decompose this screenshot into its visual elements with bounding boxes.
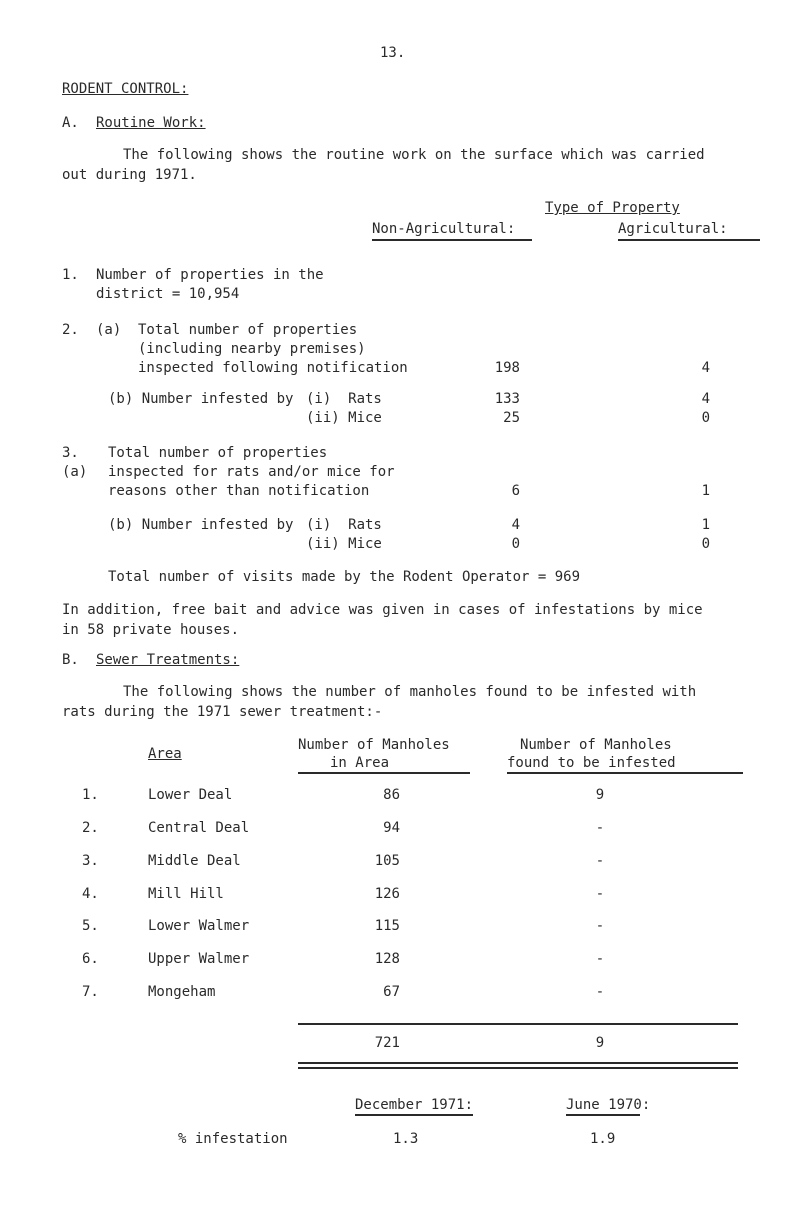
total-rule-top (298, 1023, 738, 1025)
item-3-mice-ag: 0 (701, 536, 710, 552)
table-row-num: 7. (82, 984, 99, 1000)
table-row-area: Mill Hill (148, 886, 224, 902)
table-row-num: 6. (82, 951, 99, 967)
item-2-ag: 4 (701, 360, 710, 376)
item-2-non-ag: 198 (494, 360, 520, 376)
item-2-mice-label: (ii) Mice (306, 410, 382, 426)
item-3-sub-b: (b) Number infested by (108, 517, 294, 533)
item-3-mice-non-ag: 0 (511, 536, 520, 552)
total-rule-bottom-2 (298, 1067, 738, 1069)
item-3-line-3: reasons other than notification (108, 483, 370, 499)
item-1-num: 1. (62, 267, 79, 283)
col-manholes-line-1: Number of Manholes (298, 737, 450, 753)
pct-december: 1.3 (393, 1131, 419, 1147)
section-b-intro-1: The following shows the number of manholes found to be infested with (123, 684, 697, 700)
col-agricultural: Agricultural: (618, 221, 728, 237)
section-a-title: Routine Work: (96, 115, 206, 131)
col-infested-line-2: found to be infested (507, 755, 676, 771)
table-row-infested: 9 (595, 787, 605, 803)
item-2-rats-ag: 4 (701, 391, 710, 407)
table-row-manholes: 128 (374, 951, 400, 967)
item-1-line-1: Number of properties in the (96, 267, 324, 283)
section-b-title: Sewer Treatments: (96, 652, 240, 668)
december-underline (355, 1114, 473, 1116)
item-3-ag: 1 (701, 483, 710, 499)
table-row-manholes: 94 (383, 820, 400, 836)
item-2-num: 2. (62, 322, 79, 338)
manholes-header-underline (298, 772, 470, 774)
table-row-area: Lower Walmer (148, 918, 250, 934)
item-3-mice-label: (ii) Mice (306, 536, 382, 552)
page-number: 13. (380, 45, 406, 61)
total-infested: 9 (595, 1035, 605, 1051)
table-row-manholes: 105 (374, 853, 400, 869)
section-b-marker: B. (62, 652, 79, 668)
table-row-infested: - (595, 820, 605, 836)
table-row-area: Middle Deal (148, 853, 241, 869)
total-rule-bottom-1 (298, 1062, 738, 1064)
table-row-infested: - (595, 853, 605, 869)
item-2-line-1: Total number of properties (138, 322, 358, 338)
col-non-agricultural: Non-Agricultural: (372, 221, 516, 237)
table-row-infested: - (595, 984, 605, 1000)
section-a-intro-1: The following shows the routine work on the surface which was carried (123, 147, 705, 163)
table-row-num: 1. (82, 787, 99, 803)
type-of-property-header: Type of Property (545, 200, 680, 216)
item-3-line-1: Total number of properties (108, 445, 328, 461)
item-2-line-2: (including nearby premises) (138, 341, 366, 357)
item-3-line-2: inspected for rats and/or mice for (108, 464, 395, 480)
addition-line-2: in 58 private houses. (62, 622, 240, 638)
col-infested-line-1: Number of Manholes (520, 737, 672, 753)
section-a-marker: A. (62, 115, 79, 131)
pct-label: % infestation (178, 1131, 288, 1147)
table-row-manholes: 115 (374, 918, 400, 934)
col-june: June 1970: (566, 1097, 651, 1113)
total-manholes: 721 (374, 1035, 400, 1051)
table-row-infested: - (595, 951, 605, 967)
item-2-rats-label: (i) Rats (306, 391, 382, 407)
item-3-sub-a: (a) (62, 464, 88, 480)
table-row-num: 4. (82, 886, 99, 902)
item-3-rats-non-ag: 4 (511, 517, 520, 533)
pct-june: 1.9 (590, 1131, 616, 1147)
infested-header-underline (507, 772, 743, 774)
item-2-mice-ag: 0 (701, 410, 710, 426)
item-3-rats-ag: 1 (701, 517, 710, 533)
table-row-manholes: 126 (374, 886, 400, 902)
ag-underline (618, 239, 760, 241)
item-2-line-3: inspected following notification (138, 360, 408, 376)
table-row-num: 2. (82, 820, 99, 836)
item-3-non-ag: 6 (511, 483, 520, 499)
page-heading: RODENT CONTROL: (62, 81, 189, 97)
item-2-mice-non-ag: 25 (503, 410, 520, 426)
table-row-area: Mongeham (148, 984, 216, 1000)
section-a-intro-2: out during 1971. (62, 167, 197, 183)
addition-line-1: In addition, free bait and advice was given in cases of infestations by mice (62, 602, 703, 618)
col-manholes-line-2: in Area (330, 755, 390, 771)
item-2-sub-b: (b) Number infested by (108, 391, 294, 407)
item-2-rats-non-ag: 133 (494, 391, 520, 407)
item-3-rats-label: (i) Rats (306, 517, 382, 533)
section-b-intro-2: rats during the 1971 sewer treatment:- (62, 704, 383, 720)
col-december: December 1971: (355, 1097, 474, 1113)
item-3-num: 3. (62, 445, 79, 461)
col-area: Area (148, 746, 182, 762)
table-row-infested: - (595, 886, 605, 902)
item-1-line-2: district = 10,954 (96, 286, 240, 302)
table-row-manholes: 86 (383, 787, 400, 803)
table-row-area: Lower Deal (148, 787, 233, 803)
table-row-num: 5. (82, 918, 99, 934)
june-underline (566, 1114, 640, 1116)
total-visits: Total number of visits made by the Rodent Operator = 969 (108, 569, 581, 585)
non-ag-underline (372, 239, 532, 241)
table-row-num: 3. (82, 853, 99, 869)
table-row-area: Central Deal (148, 820, 250, 836)
table-row-manholes: 67 (383, 984, 400, 1000)
table-row-area: Upper Walmer (148, 951, 250, 967)
table-row-infested: - (595, 918, 605, 934)
item-2-sub-a: (a) (96, 322, 122, 338)
